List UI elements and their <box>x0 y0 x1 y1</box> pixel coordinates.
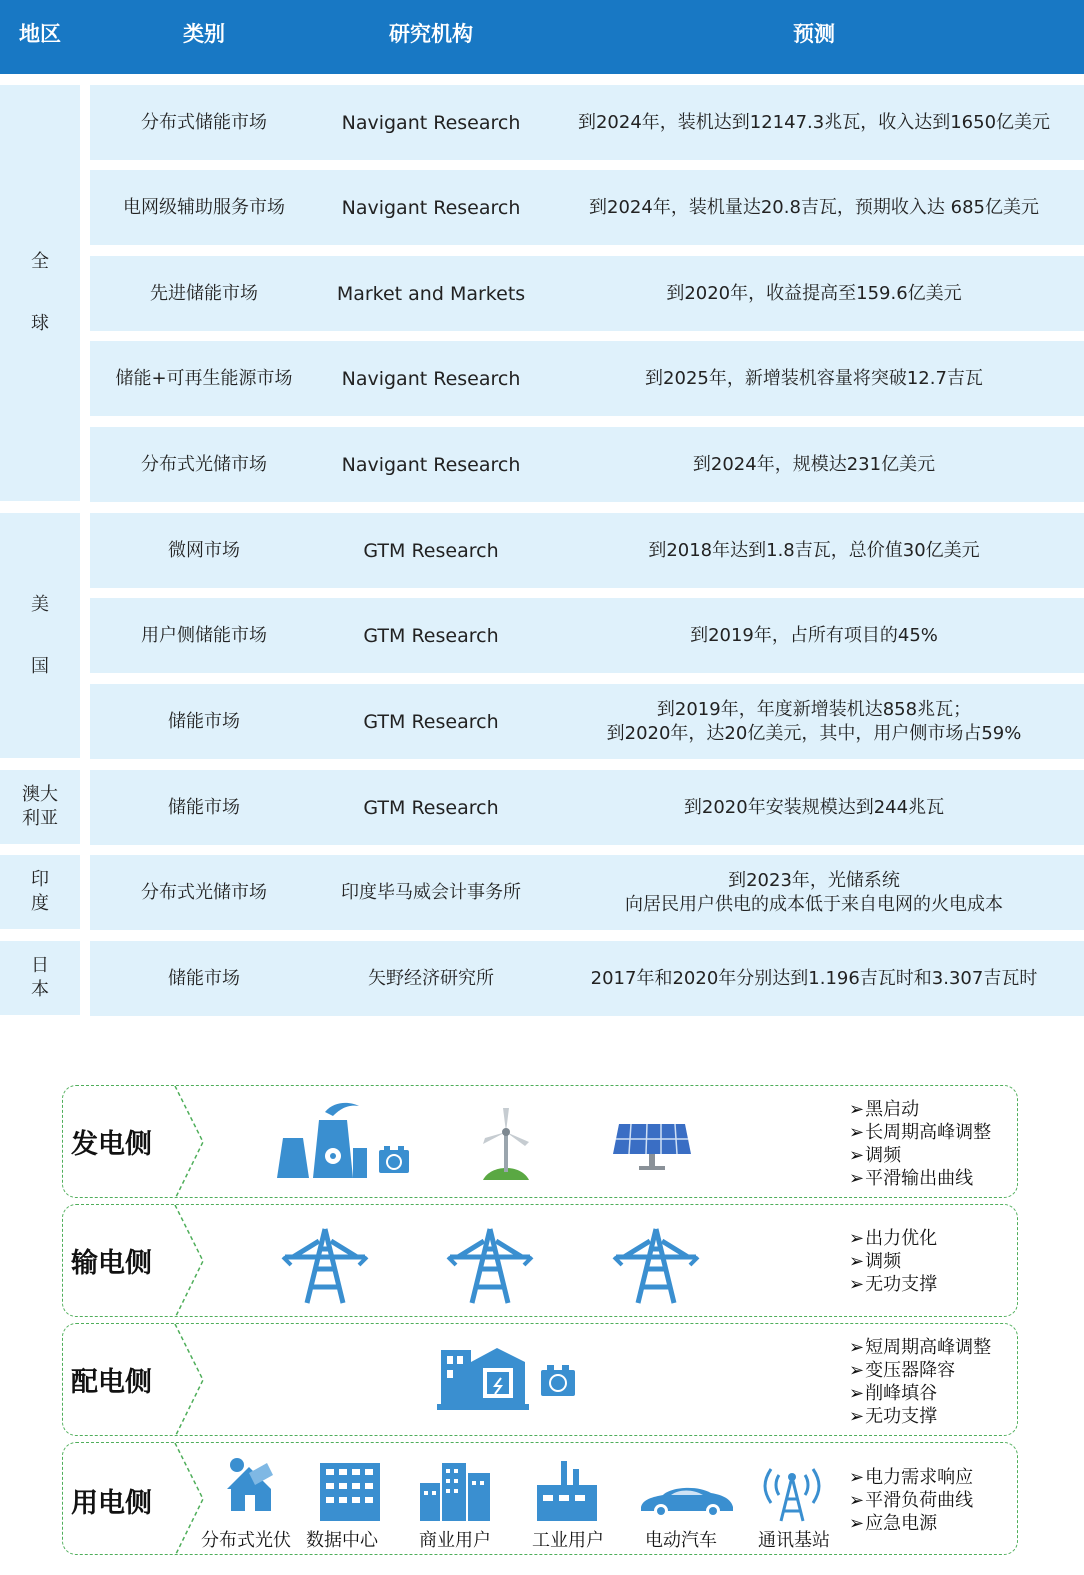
nuclear-plant-icon <box>273 1098 373 1178</box>
category-cell: 分布式储能市场 <box>141 111 267 133</box>
table-row <box>90 941 1084 1016</box>
table-row <box>90 770 1084 845</box>
category-cell: 用户侧储能市场 <box>141 624 267 646</box>
band-distribution <box>62 1323 1018 1436</box>
category-cell: 储能市场 <box>168 967 240 989</box>
category-cell: 电网级辅助服务市场 <box>123 196 285 218</box>
icon-label: 商业用户 <box>419 1530 491 1551</box>
benefit-list <box>849 1098 991 1190</box>
forecast-cell: 到2018年达到1.8吉瓦，总价值30亿美元 <box>648 539 980 561</box>
telecom-tower-icon <box>761 1463 823 1523</box>
table-row <box>90 855 1084 930</box>
table-row <box>90 85 1084 160</box>
benefit-item: ➢ 出力优化 <box>849 1227 937 1250</box>
substation-icon <box>437 1342 529 1412</box>
table-row <box>90 427 1084 502</box>
category-cell: 储能+可再生能源市场 <box>115 367 293 389</box>
region-cell-australia <box>0 770 80 844</box>
forecast-cell: 到2024年，装机达到12147.3兆瓦，收入达到1650亿美元 <box>577 111 1051 133</box>
benefit-list <box>849 1336 991 1428</box>
wind-turbine-icon <box>473 1104 539 1180</box>
institution-cell: Market and Markets <box>336 282 526 305</box>
institution-cell: GTM Research <box>363 624 499 647</box>
institution-cell: Navigant Research <box>341 453 521 476</box>
band-consumption <box>62 1442 1018 1555</box>
region-label: 美 <box>31 593 49 615</box>
region-label: 印 <box>31 869 49 890</box>
header-forecast: 预测 <box>793 22 835 46</box>
table-header <box>0 0 1084 74</box>
category-cell: 先进储能市场 <box>150 282 258 304</box>
band-title: 输电侧 <box>71 1248 152 1279</box>
table-row <box>90 256 1084 331</box>
band-generation <box>62 1085 1018 1198</box>
header-category: 类别 <box>183 22 225 46</box>
header-region: 地区 <box>19 22 61 46</box>
table-row <box>90 513 1084 588</box>
factory-icon <box>537 1461 597 1521</box>
distributed-pv-icon <box>223 1453 275 1511</box>
forecast-cell: 到2024年，规模达231亿美元 <box>692 453 936 475</box>
region-label: 利亚 <box>22 808 58 829</box>
forecast-cell: 到2020年，收益提高至159.6亿美元 <box>666 282 962 304</box>
region-label: 全 <box>31 251 49 272</box>
benefit-item: ➢ 调频 <box>849 1250 937 1273</box>
region-cell-usa <box>0 513 80 758</box>
electric-car-icon <box>637 1483 735 1519</box>
forecast-cell: 到2020年安装规模达到244兆瓦 <box>683 796 945 818</box>
region-label: 国 <box>31 655 49 677</box>
region-cell-japan <box>0 941 80 1015</box>
institution-cell: Navigant Research <box>341 196 521 219</box>
icon-label: 数据中心 <box>306 1530 378 1551</box>
institution-cell: Navigant Research <box>341 111 521 134</box>
table-row <box>90 598 1084 673</box>
region-label: 球 <box>31 313 49 334</box>
forecast-cell: 到2024年，装机量达20.8吉瓦，预期收入达 685亿美元 <box>589 196 1039 218</box>
benefit-item: ➢ 黑启动 <box>849 1098 991 1121</box>
benefit-item: ➢ 无功支撑 <box>849 1273 937 1296</box>
benefit-item: ➢ 削峰填谷 <box>849 1382 991 1405</box>
forecast-cell: 2017年和2020年分别达到1.196吉瓦时和3.307吉瓦时 <box>590 967 1038 989</box>
icon-label: 通讯基站 <box>758 1530 830 1551</box>
benefit-item: ➢ 电力需求响应 <box>849 1466 973 1489</box>
table-row <box>90 170 1084 245</box>
data-center-icon <box>320 1463 380 1521</box>
band-title: 发电侧 <box>71 1129 152 1160</box>
transmission-tower-icon <box>281 1227 369 1305</box>
icon-label: 工业用户 <box>532 1530 604 1551</box>
transmission-tower-icon <box>612 1227 700 1305</box>
region-label: 澳大 <box>22 784 58 805</box>
transmission-tower-icon <box>446 1227 534 1305</box>
benefit-item: ➢ 平滑负荷曲线 <box>849 1489 973 1512</box>
forecast-cell: 到2025年，新增装机容量将突破12.7吉瓦 <box>645 367 983 389</box>
benefit-item: ➢ 平滑输出曲线 <box>849 1167 991 1190</box>
benefit-item: ➢ 应急电源 <box>849 1512 973 1535</box>
institution-cell: 矢野经济研究所 <box>368 967 494 989</box>
category-cell: 微网市场 <box>168 539 240 561</box>
institution-cell: GTM Research <box>363 710 499 733</box>
icon-label: 分布式光伏 <box>201 1530 291 1551</box>
benefit-item: ➢ 短周期高峰调整 <box>849 1336 991 1359</box>
category-cell: 储能市场 <box>168 710 240 732</box>
region-label: 本 <box>31 979 49 1000</box>
table-row <box>90 684 1084 759</box>
category-cell: 分布式光储市场 <box>141 453 267 475</box>
category-cell: 分布式光储市场 <box>141 881 267 903</box>
forecast-cell: 到2023年，光储系统 向居民用户供电的成本低于来自电网的火电成本 <box>625 869 1003 915</box>
institution-cell: 印度毕马威会计事务所 <box>341 881 521 903</box>
commercial-building-icon <box>420 1459 492 1521</box>
institution-cell: GTM Research <box>363 796 499 819</box>
category-cell: 储能市场 <box>168 796 240 818</box>
solar-panel-icon <box>611 1124 693 1174</box>
benefit-item: ➢ 长周期高峰调整 <box>849 1121 991 1144</box>
forecast-cell: 到2019年，年度新增装机达858兆瓦； 到2020年，达20亿美元，其中，用户侧市场占59% <box>606 698 1022 744</box>
icon-label: 电动汽车 <box>645 1530 717 1551</box>
battery-icon <box>540 1365 576 1397</box>
region-label: 度 <box>31 893 49 914</box>
battery-icon <box>378 1146 410 1174</box>
region-cell-global <box>0 85 80 501</box>
benefit-item: ➢ 无功支撑 <box>849 1405 991 1428</box>
benefit-item: ➢ 调频 <box>849 1144 991 1167</box>
band-transmission <box>62 1204 1018 1317</box>
forecast-cell: 到2019年，占所有项目的45% <box>690 624 938 646</box>
benefit-item: ➢ 变压器降容 <box>849 1359 991 1382</box>
benefit-list <box>849 1227 937 1296</box>
benefit-list <box>849 1466 973 1535</box>
band-title: 配电侧 <box>71 1367 152 1398</box>
institution-cell: Navigant Research <box>341 367 521 390</box>
region-label: 日 <box>31 955 49 976</box>
table-row <box>90 341 1084 416</box>
band-title: 用电侧 <box>71 1488 152 1519</box>
region-cell-india <box>0 855 80 929</box>
header-institution: 研究机构 <box>389 22 473 46</box>
institution-cell: GTM Research <box>363 539 499 562</box>
